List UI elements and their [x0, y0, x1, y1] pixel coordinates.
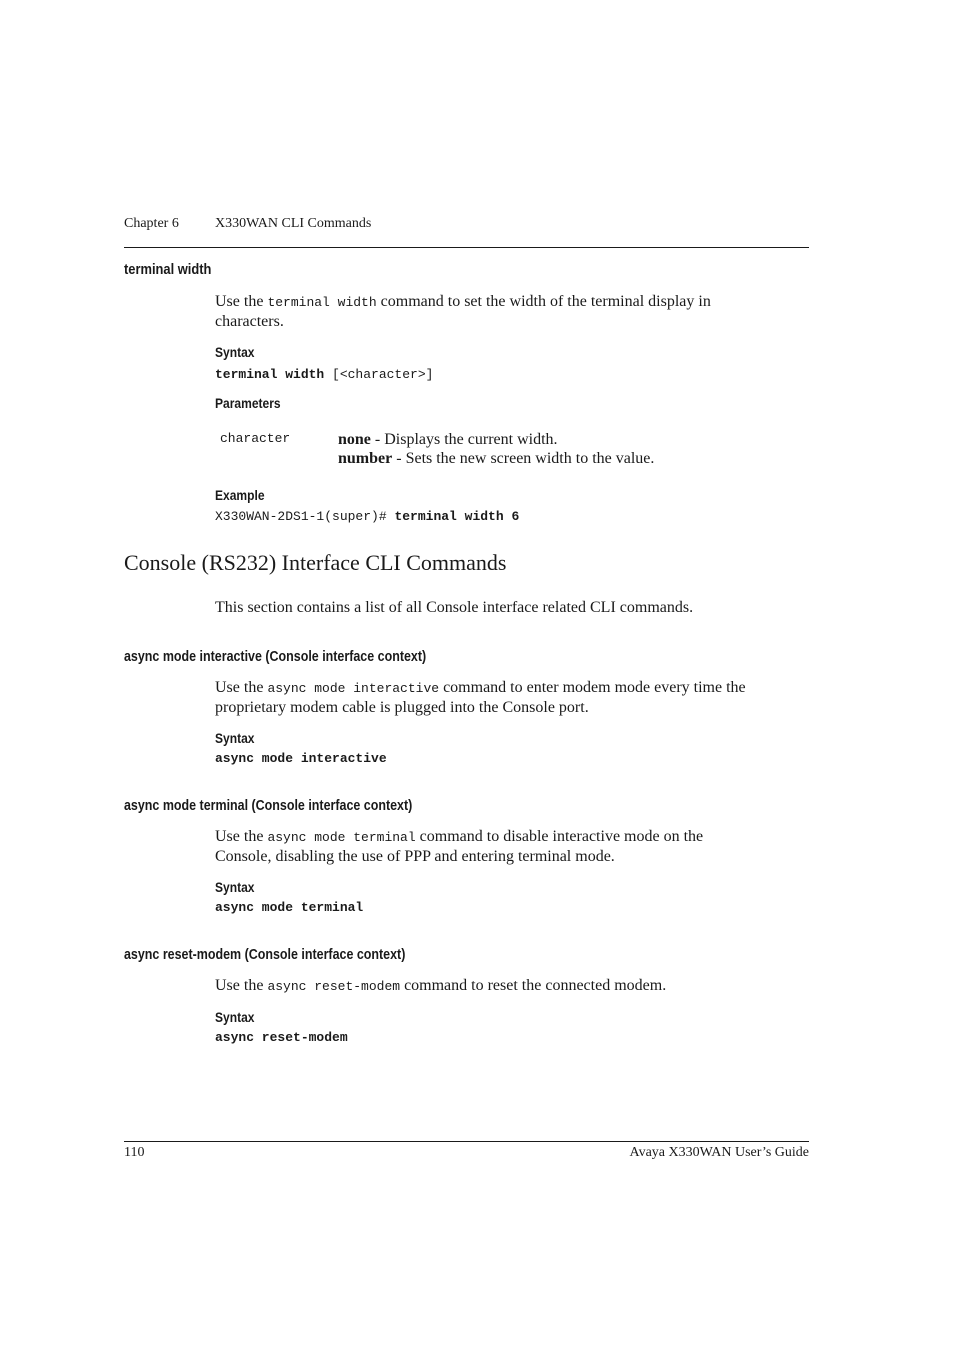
syntax-label: Syntax: [215, 344, 255, 360]
syntax-label: Syntax: [215, 730, 255, 746]
async-interactive-heading: async mode interactive (Console interface context): [124, 649, 427, 665]
syntax-command: async reset-modem: [215, 1030, 348, 1045]
syntax-line: [215, 365, 433, 383]
desc-text: Console, disabling the use of PPP and entering terminal mode.: [215, 848, 615, 865]
async-reset-heading: async reset-modem (Console interface context): [124, 947, 406, 963]
param-option-desc: - Displays the current width.: [370, 431, 558, 448]
desc-text: Use the: [215, 828, 268, 845]
footer-rule: [124, 1141, 809, 1142]
param-name: character: [220, 431, 291, 446]
syntax-label: Syntax: [215, 879, 255, 895]
syntax-argument: [<character>]: [324, 367, 434, 382]
section-title: Console (RS232) Interface CLI Commands: [124, 550, 507, 575]
desc-text: proprietary modem cable is plugged into the Console port.: [215, 699, 589, 716]
desc-text: characters.: [215, 313, 284, 330]
syntax-label: Syntax: [215, 1009, 255, 1025]
header-rule: [124, 247, 809, 248]
desc-text: command to set the width of the terminal display in: [376, 293, 711, 310]
example-command: terminal width 6: [394, 509, 520, 524]
inline-code: terminal width: [267, 295, 377, 310]
desc-text: Use the: [215, 293, 268, 310]
syntax-command: terminal width: [215, 367, 325, 382]
desc-text: command to reset the connected modem.: [400, 977, 667, 994]
guide-title: Avaya X330WAN User’s Guide: [629, 1145, 809, 1160]
terminal-width-description: [215, 292, 815, 331]
inline-code: async reset-modem: [267, 979, 401, 994]
header-title: X330WAN CLI Commands: [215, 216, 372, 231]
example-label: Example: [215, 487, 265, 503]
desc-text: Use the: [215, 679, 268, 696]
param-option-term: number: [338, 450, 393, 467]
async-terminal-description: [215, 827, 815, 866]
syntax-command: async mode interactive: [215, 751, 387, 766]
param-option-term: none: [338, 431, 371, 448]
example-prompt: X330WAN-2DS1-1(super)#: [215, 509, 395, 524]
example-line: [215, 507, 519, 525]
desc-text: command to disable interactive mode on the: [415, 828, 704, 845]
inline-code: async mode interactive: [267, 681, 440, 696]
desc-text: command to enter modem mode every time the: [439, 679, 746, 696]
parameters-label: Parameters: [215, 395, 281, 411]
param-description: [338, 430, 654, 468]
header-chapter: Chapter 6: [124, 216, 179, 231]
inline-code: async mode terminal: [267, 830, 416, 845]
param-option-desc: - Sets the new screen width to the value.: [392, 450, 655, 467]
async-interactive-description: [215, 678, 815, 717]
syntax-command: async mode terminal: [215, 900, 364, 915]
async-reset-description: [215, 976, 815, 996]
async-terminal-heading: async mode terminal (Console interface context): [124, 798, 413, 814]
desc-text: Use the: [215, 977, 268, 994]
page-number: 110: [124, 1145, 145, 1160]
terminal-width-heading: terminal width: [124, 261, 212, 278]
section-intro: This section contains a list of all Console interface related CLI commands.: [215, 599, 694, 616]
